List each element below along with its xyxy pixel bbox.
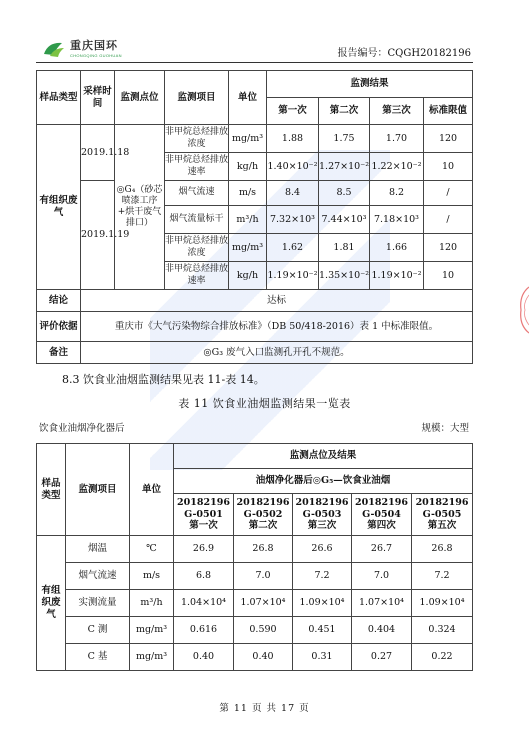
value-cell: 1.09×10⁴	[412, 590, 473, 617]
unit-cell: m³/h	[229, 206, 267, 234]
value-cell: 7.2	[293, 563, 352, 590]
value-cell: 0.616	[174, 617, 234, 644]
sample-id: 20182196 G-0504	[355, 496, 408, 520]
value-cell: 1.19×10⁻²	[370, 262, 424, 290]
header-limit: 标准限值	[424, 98, 473, 125]
unit-cell: mg/m³	[130, 644, 174, 671]
sample-order: 第四次	[367, 520, 396, 532]
header-unit: 单位	[130, 444, 174, 536]
report-number: 报告编号：CQGH20182196	[337, 48, 471, 59]
cooking-fume-table	[36, 443, 473, 671]
header-item: 监测项目	[165, 71, 229, 125]
item-cell: 烟气流量标干	[165, 206, 229, 234]
unit-cell: mg/m³	[229, 234, 267, 262]
value-cell: 0.40	[174, 644, 234, 671]
unit-cell: ℃	[130, 536, 174, 563]
table-caption: 表 11 饮食业油烟监测结果一览表	[178, 397, 351, 410]
date-cell: 2019.1.19	[81, 181, 115, 290]
page-footer: 第 11 页 共 17 页	[219, 703, 310, 714]
header-results: 监测结果	[267, 71, 473, 98]
sample-id: 20182196 G-0502	[236, 496, 290, 520]
remark-label: 备注	[37, 342, 81, 364]
unit-cell: m/s	[229, 181, 267, 206]
limit-cell: /	[424, 206, 473, 234]
value-cell: 26.8	[412, 536, 473, 563]
sample-id: 20182196 G-0505	[415, 496, 469, 520]
value-cell: 1.22×10⁻²	[370, 153, 424, 181]
header-item: 监测项目	[66, 444, 130, 536]
remark-value: ◎G₃ 废气入口监测孔开孔不规范。	[81, 342, 473, 364]
value-cell: 6.8	[174, 563, 234, 590]
logo-company-cn: 重庆国环	[70, 39, 118, 52]
section-heading: 8.3 饮食业油烟监测结果见表 11-表 14。	[62, 373, 265, 386]
value-cell: 1.19×10⁻²	[267, 262, 319, 290]
header-sample-type: 样品类型	[37, 71, 81, 125]
header-first: 第一次	[267, 98, 319, 125]
item-cell: 非甲烷总烃排放浓度	[165, 234, 229, 262]
item-cell: 实测流量	[66, 590, 130, 617]
sample-header	[352, 494, 412, 536]
conclusion-value: 达标	[81, 290, 473, 312]
sample-order: 第三次	[307, 520, 337, 532]
value-cell: 26.9	[174, 536, 234, 563]
item-cell: 烟温	[66, 536, 130, 563]
unit-cell: kg/h	[229, 262, 267, 290]
header-third: 第三次	[370, 98, 424, 125]
basis-label: 评价依据	[37, 312, 81, 342]
logo-company-en: CHONGQING GUOHUAN	[70, 52, 122, 58]
seal-stamp-icon	[515, 285, 529, 335]
value-cell: 8.5	[319, 181, 370, 206]
unit-cell: m³/h	[130, 590, 174, 617]
limit-cell: 10	[424, 153, 473, 181]
value-cell: 1.07×10⁴	[352, 590, 412, 617]
value-cell: 1.04×10⁴	[174, 590, 234, 617]
sample-header	[293, 494, 352, 536]
sample-type-cell: 有组织废气	[37, 125, 81, 290]
value-cell: 1.88	[267, 125, 319, 153]
header-point: 监测点位	[115, 71, 165, 125]
value-cell: 1.27×10⁻²	[319, 153, 370, 181]
value-cell: 0.324	[412, 617, 473, 644]
logo-leaf-icon	[42, 40, 66, 58]
company-logo	[42, 40, 122, 58]
value-cell: 1.81	[319, 234, 370, 262]
value-cell: 7.32×10³	[267, 206, 319, 234]
value-cell: 7.0	[234, 563, 293, 590]
limit-cell: 10	[424, 262, 473, 290]
value-cell: 0.31	[293, 644, 352, 671]
table-note-right: 规模：大型	[421, 423, 469, 434]
value-cell: 1.75	[319, 125, 370, 153]
header-sample-time: 采样时间	[81, 71, 115, 125]
item-cell: C 测	[66, 617, 130, 644]
sample-id: 20182196 G-0503	[295, 496, 349, 520]
value-cell: 7.18×10³	[370, 206, 424, 234]
unit-cell: kg/h	[229, 153, 267, 181]
sample-id: 20182196 G-0501	[177, 496, 230, 520]
sample-header	[234, 494, 293, 536]
sample-header	[412, 494, 473, 536]
value-cell: 7.44×10³	[319, 206, 370, 234]
table-note-left: 饮食业油烟净化器后	[39, 423, 125, 434]
header-divider	[36, 62, 473, 63]
value-cell: 0.22	[412, 644, 473, 671]
item-cell: C 基	[66, 644, 130, 671]
header-unit: 单位	[229, 71, 267, 125]
value-cell: 1.35×10⁻²	[319, 262, 370, 290]
item-cell: 非甲烷总烃排放速率	[165, 153, 229, 181]
value-cell: 1.66	[370, 234, 424, 262]
unit-cell: m/s	[130, 563, 174, 590]
header-sample-type: 样品类型	[37, 444, 66, 536]
value-cell: 8.4	[267, 181, 319, 206]
limit-cell: 120	[424, 125, 473, 153]
sample-order: 第二次	[248, 520, 278, 532]
value-cell: 0.590	[234, 617, 293, 644]
basis-value: 重庆市《大气污染物综合排放标准》（DB 50/418-2016）表 1 中标准限值。	[81, 312, 473, 342]
limit-cell: /	[424, 181, 473, 206]
point-cell: ◎G₄（砂芯喷漆工序+烘干废气排口）	[115, 125, 165, 290]
header-second: 第二次	[319, 98, 370, 125]
item-cell: 烟气流速	[165, 181, 229, 206]
value-cell: 8.2	[370, 181, 424, 206]
header-point: 油烟净化器后◎G₅—饮食业油烟	[174, 469, 473, 494]
value-cell: 26.8	[234, 536, 293, 563]
unit-cell: mg/m³	[229, 125, 267, 153]
date-cell: 2019.1.18	[81, 125, 115, 181]
limit-cell: 120	[424, 234, 473, 262]
sample-order: 第一次	[189, 520, 218, 532]
value-cell: 1.09×10⁴	[293, 590, 352, 617]
value-cell: 1.70	[370, 125, 424, 153]
conclusion-label: 结论	[37, 290, 81, 312]
item-cell: 非甲烷总烃排放速率	[165, 262, 229, 290]
value-cell: 0.451	[293, 617, 352, 644]
value-cell: 7.0	[352, 563, 412, 590]
value-cell: 7.2	[412, 563, 473, 590]
value-cell: 1.07×10⁴	[234, 590, 293, 617]
value-cell: 1.62	[267, 234, 319, 262]
value-cell: 0.404	[352, 617, 412, 644]
sample-type-cell: 有组织废气	[37, 536, 66, 671]
value-cell: 26.7	[352, 536, 412, 563]
sample-order: 第五次	[427, 520, 457, 532]
item-cell: 烟气流速	[66, 563, 130, 590]
header-point-results: 监测点位及结果	[174, 444, 473, 469]
value-cell: 0.40	[234, 644, 293, 671]
sample-header	[174, 494, 234, 536]
value-cell: 0.27	[352, 644, 412, 671]
value-cell: 26.6	[293, 536, 352, 563]
unit-cell: mg/m³	[130, 617, 174, 644]
value-cell: 1.40×10⁻²	[267, 153, 319, 181]
monitoring-results-table	[36, 70, 473, 364]
item-cell: 非甲烷总烃排放浓度	[165, 125, 229, 153]
